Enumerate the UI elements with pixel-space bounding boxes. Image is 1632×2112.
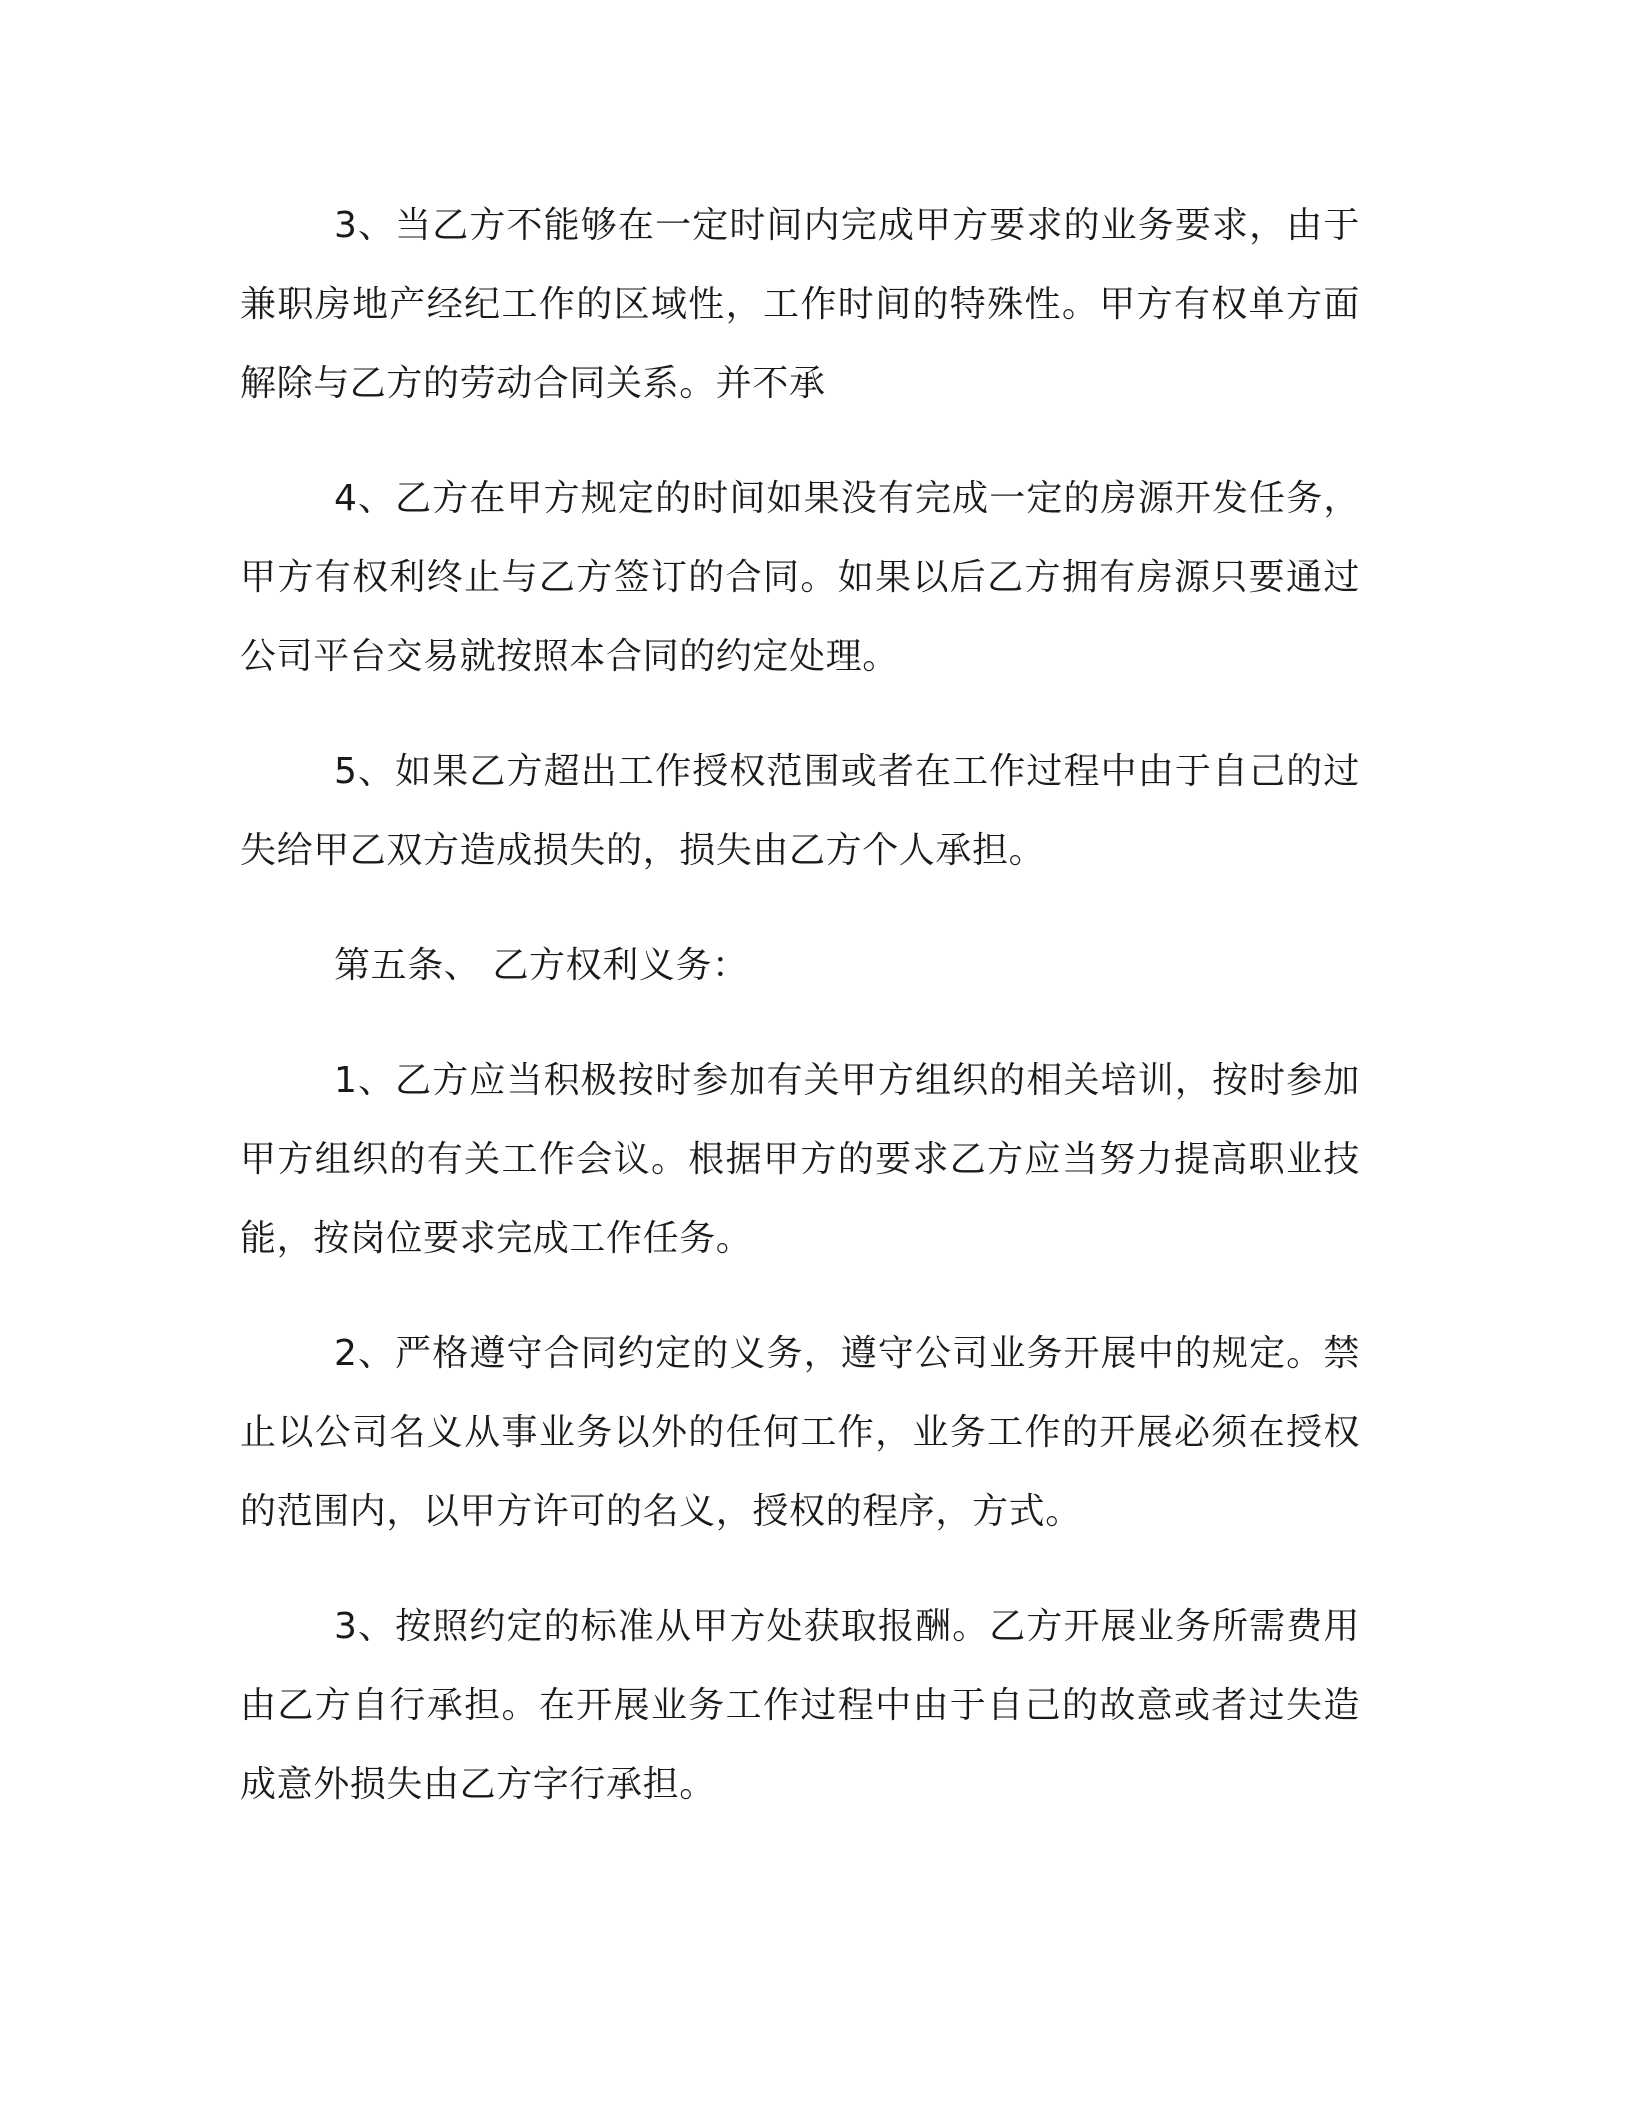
duty-paragraph-3: 3、按照约定的标准从甲方处获取报酬。乙方开展业务所需费用由乙方自行承担。在开展业务工作过程中由于自己的故意或者过失造成意外损失由乙方字行承担。 (240, 1606, 1360, 1805)
clause-paragraph-3: 3、当乙方不能够在一定时间内完成甲方要求的业务要求，由于兼职房地产经纪工作的区域性，工作时间的特殊性。甲方有权单方面解除与乙方的劳动合同关系。并不承 (240, 205, 1360, 404)
document-body (240, 186, 1360, 1860)
duty-paragraph-1: 1、乙方应当积极按时参加有关甲方组织的相关培训，按时参加甲方组织的有关工作会议。根据甲方的要求乙方应当努力提高职业技能，按岗位要求完成工作任务。 (240, 1060, 1360, 1259)
article-heading: 第五条、 乙方权利义务： (334, 945, 749, 986)
duty-paragraph-2: 2、严格遵守合同约定的义务，遵守公司业务开展中的规定。禁止以公司名义从事业务以外的任何工作，业务工作的开展必须在授权的范围内，以甲方许可的名义，授权的程序，方式。 (240, 1333, 1360, 1532)
clause-paragraph-5: 5、如果乙方超出工作授权范围或者在工作过程中由于自己的过失给甲乙双方造成损失的，损失由乙方个人承担。 (240, 751, 1360, 871)
clause-paragraph-4: 4、乙方在甲方规定的时间如果没有完成一定的房源开发任务，甲方有权利终止与乙方签订的合同。如果以后乙方拥有房源只要通过公司平台交易就按照本合同的约定处理。 (240, 478, 1360, 677)
